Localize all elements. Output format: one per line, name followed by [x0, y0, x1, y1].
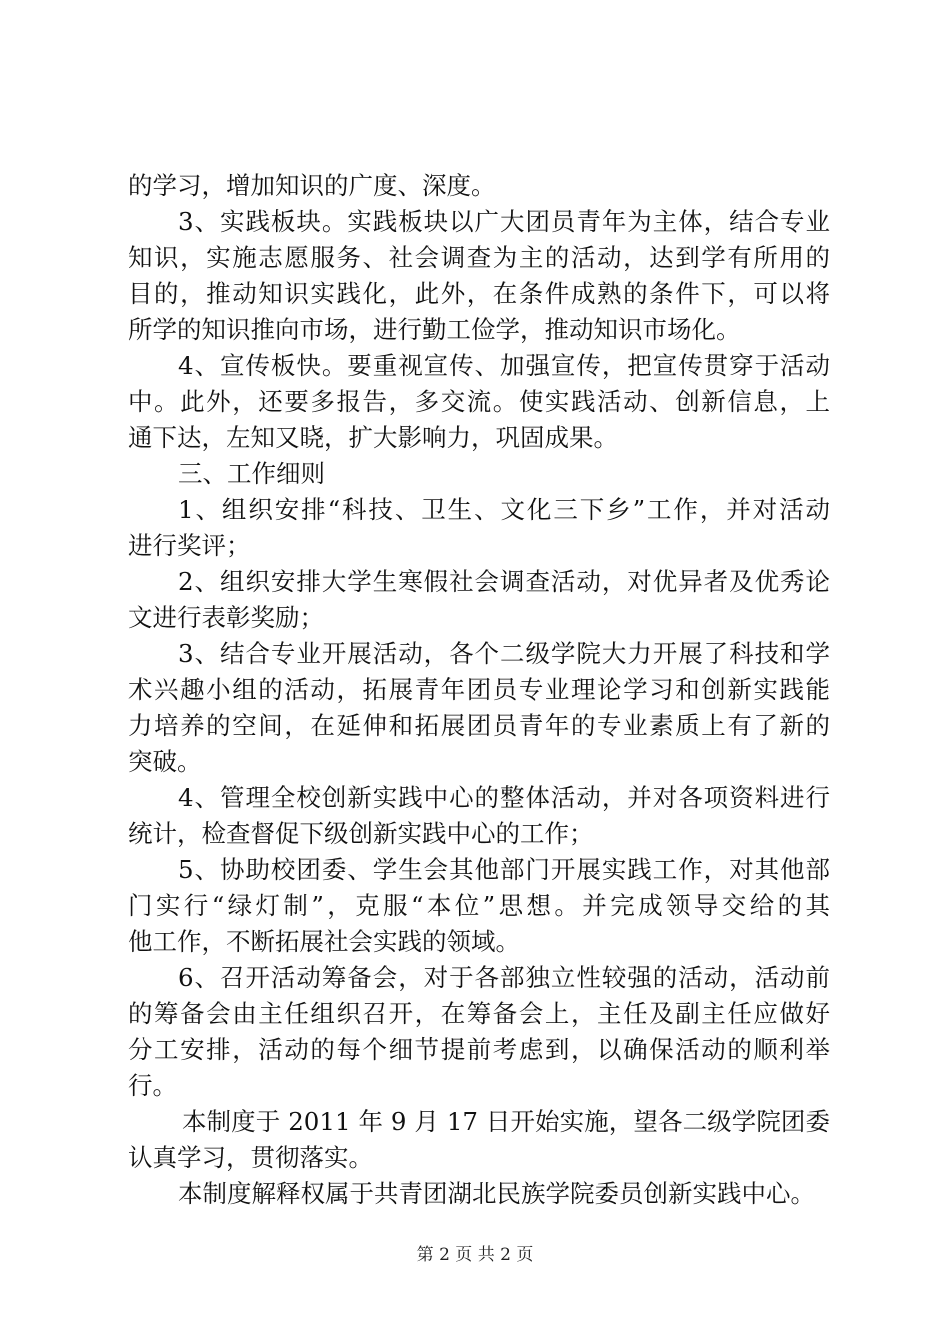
text-line: 中。此外，还要多报告，多交流。使实践活动、创新信息，上: [128, 387, 830, 416]
text-line: 文进行表彰奖励；: [128, 603, 324, 632]
text-line: 统计，检查督促下级创新实践中心的工作；: [128, 819, 594, 848]
text-line: 本制度解释权属于共青团湖北民族学院委员创新实践中心。: [178, 1179, 815, 1208]
text-line: 6、召开活动筹备会，对于各部独立性较强的活动，活动前: [178, 963, 830, 992]
text-line: 行。: [128, 1071, 177, 1100]
text-line: 的筹备会由主任组织召开，在筹备会上，主任及副主任应做好: [128, 999, 830, 1028]
text-line: 力培养的空间，在延伸和拓展团员青年的专业素质上有了新的: [128, 711, 830, 740]
text-line: 5、协助校团委、学生会其他部门开展实践工作，对其他部: [178, 855, 830, 884]
text-line: 的学习，增加知识的广度、深度。: [128, 171, 496, 200]
text-line: 2、组织安排大学生寒假社会调查活动，对优异者及优秀论: [178, 567, 830, 596]
text-line: 通下达，左知又晓，扩大影响力，巩固成果。: [128, 423, 618, 452]
text-line: 所学的知识推向市场，进行勤工俭学，推动知识市场化。: [128, 315, 741, 344]
text-line: 突破。: [128, 747, 202, 776]
text-line: 三、工作细则: [178, 459, 325, 488]
text-line: 4、宣传板快。要重视宣传、加强宣传，把宣传贯穿于活动: [178, 351, 830, 380]
page-footer: 第 2 页 共 2 页: [416, 1245, 534, 1265]
text-line: 分工安排，活动的每个细节提前考虑到，以确保活动的顺利举: [128, 1035, 830, 1064]
text-line: 3、结合专业开展活动，各个二级学院大力开展了科技和学: [178, 639, 830, 668]
text-line: 进行奖评；: [128, 531, 251, 560]
text-line: 3、实践板块。实践板块以广大团员青年为主体，结合专业: [178, 207, 830, 236]
document-body: [128, 168, 830, 1212]
text-line: 本制度于 2011 年 9 月 17 日开始实施，望各二级学院团委: [182, 1107, 830, 1136]
text-line: 目的，推动知识实践化，此外，在条件成熟的条件下，可以将: [128, 279, 830, 308]
text-line: 4、管理全校创新实践中心的整体活动，并对各项资料进行: [178, 783, 830, 812]
text-line: 术兴趣小组的活动，拓展青年团员专业理论学习和创新实践能: [128, 675, 830, 704]
text-line: 知识，实施志愿服务、社会调查为主的活动，达到学有所用的: [128, 243, 830, 272]
text-line: 他工作，不断拓展社会实践的领域。: [128, 927, 520, 956]
text-line: 门实行“绿灯制”，克服“本位”思想。并完成领导交给的其: [128, 891, 830, 920]
text-line: 1、组织安排“科技、卫生、文化三下乡”工作，并对活动: [178, 495, 830, 524]
text-line: 认真学习，贯彻落实。: [128, 1143, 373, 1172]
